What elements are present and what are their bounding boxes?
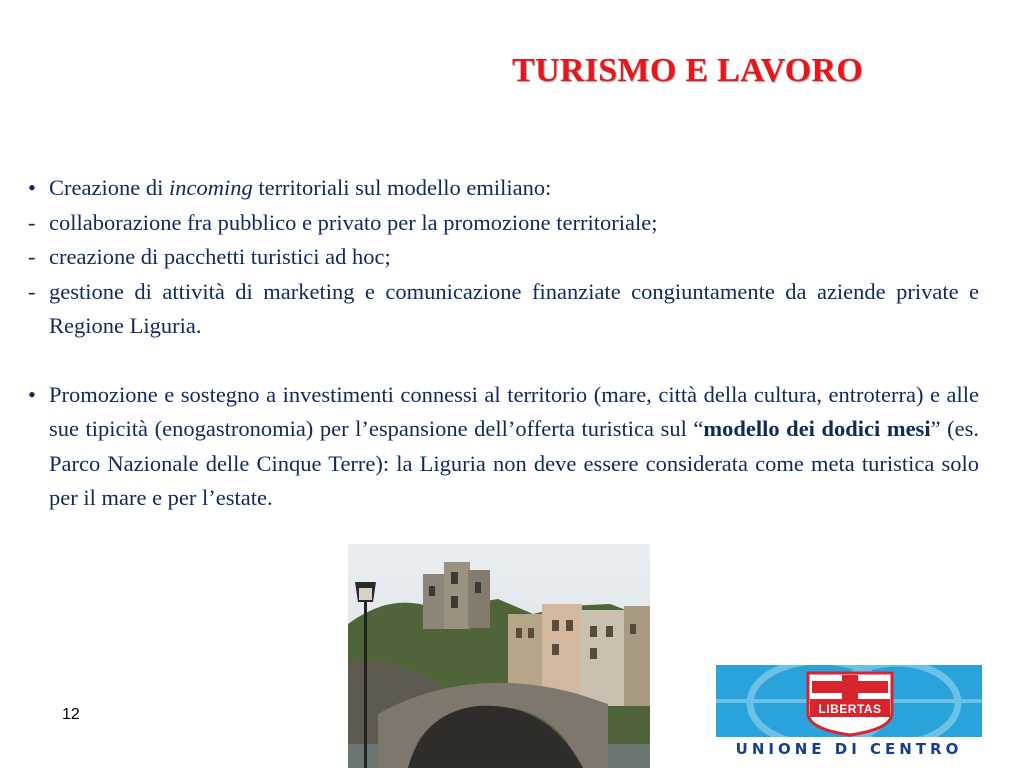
dash-marker: -: [28, 209, 36, 235]
sub-item: [28, 240, 979, 275]
libertas-logo-text: LIBERTAS: [818, 702, 882, 716]
village-bridge-photo: [348, 544, 650, 768]
sub-item-text: gestione di attività di marketing e comunicazione finanziate congiuntamente da aziende private e Regione Liguria.: [49, 278, 979, 338]
bullet-text-part2: ” (es. Parco Nazionale delle Cinque Terre): la Liguria non deve essere considerata come meta turistica solo per il mare e per l’estate.: [49, 416, 979, 510]
bullet-lead-text: Creazione di: [49, 175, 169, 200]
bullet-text-part1: Promozione e sostegno a investimenti connessi al territorio (mare, città della cultura, entroterra) e alle sue tipicità (enogastronomia) per l’espansione dell’offerta turistica sul “: [49, 381, 979, 441]
page-number: 12: [62, 706, 80, 723]
photo-illustration: [348, 544, 650, 768]
slide-title: TURISMO E LAVORO: [512, 52, 864, 89]
bullet-bold-text: modello dei dodici mesi: [703, 416, 931, 441]
sub-item-text: creazione di pacchetti turistici ad hoc;: [49, 244, 391, 269]
bullet-marker: •: [28, 175, 36, 200]
sub-item: [28, 275, 979, 344]
dash-marker: -: [28, 278, 36, 304]
sub-item: [28, 206, 979, 241]
libertas-logo: [716, 665, 982, 761]
unione-di-centro-text: UNIONE DI CENTRO: [735, 740, 963, 758]
bullet-rest-text: territoriali sul modello emiliano:: [252, 175, 552, 200]
bullet-item-incoming: [28, 171, 979, 206]
dash-marker: -: [28, 244, 36, 269]
bullet-italic-text: incoming: [168, 175, 253, 200]
bullet-marker: •: [28, 381, 36, 407]
sub-item-text: collaborazione fra pubblico e privato per la promozione territoriale;: [49, 209, 658, 235]
slide-content: [28, 171, 979, 516]
paragraph-gap: [28, 344, 979, 378]
bullet-item-promozione: [28, 378, 979, 516]
